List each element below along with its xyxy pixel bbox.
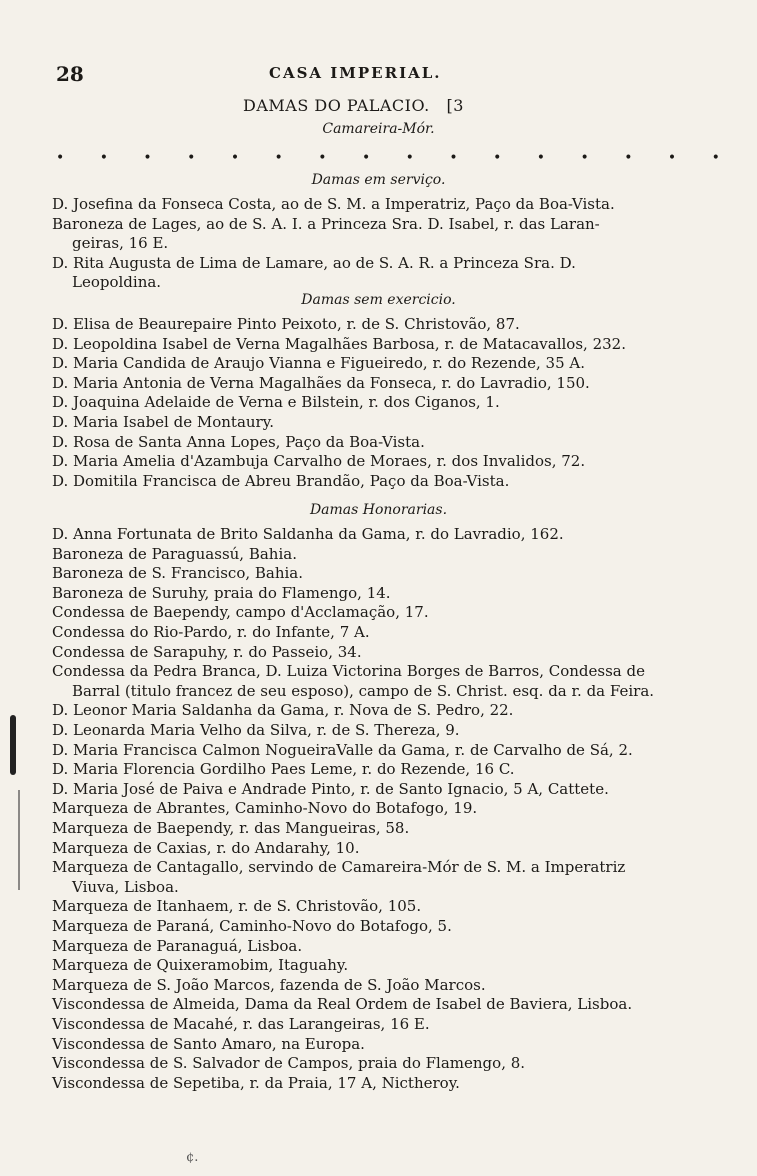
footer-mark: ¢. — [186, 1150, 199, 1165]
entry-line: D. Leonor Maria Saldanha da Gama, r. Nova de S. Pedro, 22. — [52, 701, 514, 719]
entry-line: Baroneza de S. Francisco, Bahia. — [52, 564, 304, 582]
section-ref: [3 — [446, 96, 464, 115]
entry-continuation: geiras, 16 E. — [72, 234, 169, 252]
margin-ink-mark — [10, 715, 16, 775]
entry-line: Marqueza de Paraná, Caminho-Novo do Botafogo, 5. — [52, 917, 452, 935]
entry-line: Marqueza de Quixeramobim, Itaguahy. — [52, 956, 349, 974]
entry-line: D. Maria Francisca Calmon NogueiraValle da Gama, r. de Carvalho de Sá, 2. — [52, 741, 633, 759]
entry-continuation: Viuva, Lisboa. — [72, 878, 179, 896]
entry-line: D. Elisa de Beaurepaire Pinto Peixoto, r. de S. Christovão, 87. — [52, 315, 520, 333]
entry-line: Marqueza de S. João Marcos, fazenda de S. João Marcos. — [52, 976, 486, 994]
entry-line: Marqueza de Baependy, r. das Mangueiras, 58. — [52, 819, 410, 837]
entry-line: D. Anna Fortunata de Brito Saldanha da Gama, r. do Lavradio, 162. — [52, 525, 564, 543]
entry-line: Marqueza de Caxias, r. do Andarahy, 10. — [52, 839, 360, 857]
entry-line: Baroneza de Lages, ao de S. A. I. a Princeza Sra. D. Isabel, r. das Laran- — [52, 215, 600, 233]
margin-rule-mark — [18, 790, 20, 890]
page-number: 28 — [56, 62, 84, 86]
ellipsis-dots: • • • • • • • • • • • • • • • • — [56, 150, 736, 166]
entry-line: D. Rita Augusta de Lima de Lamare, ao de S. A. R. a Princeza Sra. D. — [52, 254, 576, 272]
section-title: DAMAS DO PALACIO. — [243, 96, 430, 115]
entry-line: Marqueza de Abrantes, Caminho-Novo do Botafogo, 19. — [52, 799, 478, 817]
group-heading: Damas sem exercicio. — [301, 292, 456, 308]
running-header — [56, 62, 687, 86]
entry-line: Condessa de Baependy, campo d'Acclamação, 17. — [52, 603, 429, 621]
entry-line: Baroneza de Paraguassú, Bahia. — [52, 545, 297, 563]
entry-line: Viscondessa de S. Salvador de Campos, praia do Flamengo, 8. — [52, 1054, 526, 1072]
entry-line: Marqueza de Paranaguá, Lisboa. — [52, 937, 303, 955]
entry-continuation: Leopoldina. — [72, 273, 162, 291]
entry-line: D. Domitila Francisca de Abreu Brandão, Paço da Boa-Vista. — [52, 472, 510, 490]
entry-line: D. Maria Amelia d'Azambuja Carvalho de Moraes, r. dos Invalidos, 72. — [52, 452, 586, 470]
entry-line: D. Maria Florencia Gordilho Paes Leme, r. do Rezende, 16 C. — [52, 760, 515, 778]
entry-continuation: Barral (titulo francez de seu esposo), campo de S. Christ. esq. da r. da Feira. — [72, 682, 655, 700]
entry-line: D. Rosa de Santa Anna Lopes, Paço da Boa-Vista. — [52, 433, 425, 451]
entry-line: D. Maria José de Paiva e Andrade Pinto, r. de Santo Ignacio, 5 A, Cattete. — [52, 780, 609, 798]
entry-line: Condessa de Sarapuhy, r. do Passeio, 34. — [52, 643, 362, 661]
entry-line: D. Leonarda Maria Velho da Silva, r. de S. Thereza, 9. — [52, 721, 460, 739]
running-title: CASA IMPERIAL. — [269, 64, 442, 82]
entry-line: Viscondessa de Macahé, r. das Larangeiras, 16 E. — [52, 1015, 430, 1033]
entry-line: D. Leopoldina Isabel de Verna Magalhães Barbosa, r. de Matacavallos, 232. — [52, 335, 626, 353]
entry-line: Marqueza de Cantagallo, servindo de Camareira-Mór de S. M. a Imperatriz — [52, 858, 626, 876]
entry-line: D. Maria Isabel de Montaury. — [52, 413, 274, 431]
entry-line: Baroneza de Suruhy, praia do Flamengo, 14. — [52, 584, 391, 602]
entry-line: Marqueza de Itanhaem, r. de S. Christovão, 105. — [52, 897, 422, 915]
entry-line: Condessa da Pedra Branca, D. Luiza Victorina Borges de Barros, Condessa de — [52, 662, 645, 680]
entry-line: Viscondessa de Santo Amaro, na Europa. — [52, 1035, 365, 1053]
entry-line: Condessa do Rio-Pardo, r. do Infante, 7 A. — [52, 623, 370, 641]
entry-line: D. Joaquina Adelaide de Verna e Bilstein, r. dos Ciganos, 1. — [52, 393, 500, 411]
entry-line: D. Josefina da Fonseca Costa, ao de S. M. a Imperatriz, Paço da Boa-Vista. — [52, 195, 615, 213]
entry-line: Viscondessa de Almeida, Dama da Real Ordem de Isabel de Baviera, Lisboa. — [52, 995, 633, 1013]
group-heading: Damas em serviço. — [311, 172, 446, 188]
entry-line: D. Maria Antonia de Verna Magalhães da Fonseca, r. do Lavradio, 150. — [52, 374, 590, 392]
group-heading: Damas Honorarias. — [309, 502, 448, 518]
entry-line: D. Maria Candida de Araujo Vianna e Figueiredo, r. do Rezende, 35 A. — [52, 354, 585, 372]
subtitle-camareira-mor: Camareira-Mór. — [322, 121, 435, 137]
section-heading — [243, 96, 464, 115]
entry-line: Viscondessa de Sepetiba, r. da Praia, 17 A, Nictheroy. — [52, 1074, 460, 1092]
